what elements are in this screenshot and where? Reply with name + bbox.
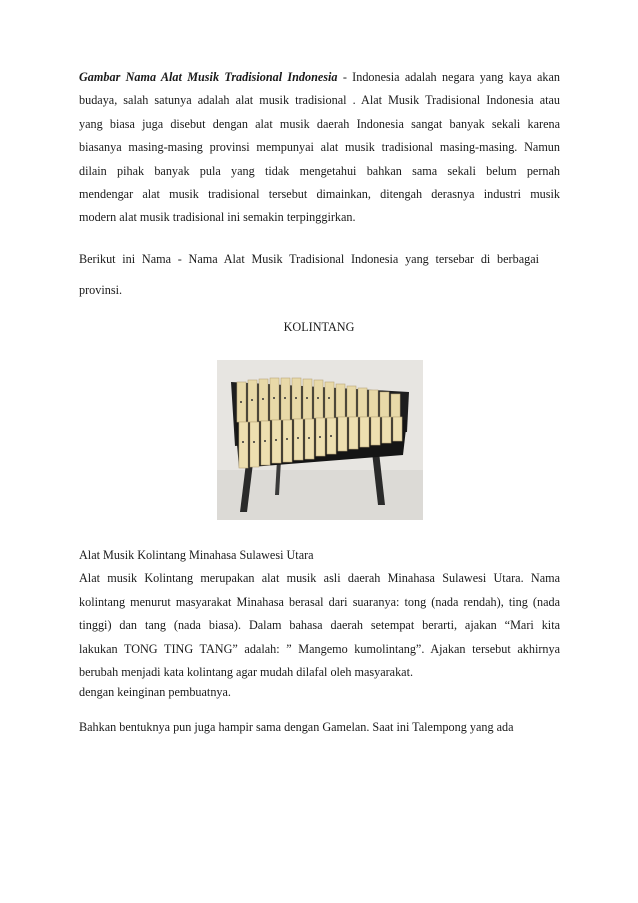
section-title: KOLINTANG — [283, 320, 355, 334]
intro-lead-title: Gambar Nama Alat Musik Tradisional Indonesia — [79, 70, 338, 84]
intro-line-2: budaya, salah satunya adalah alat musik tradisional . Alat Musik Tradisional Indonesia atau — [79, 93, 560, 108]
list-intro-line-2: provinsi. — [79, 283, 122, 298]
kolintang-line-6: dengan keinginan pembuatnya. — [79, 685, 231, 700]
intro-line-4: biasanya masing-masing provinsi mempunyai alat musik tradisional masing-masing. Namun — [79, 140, 560, 155]
kolintang-line-2: kolintang menurut masyarakat Minahasa berasal dari suaranya: tong (nada rendah), ting (nada — [79, 594, 560, 609]
intro-line-3: yang biasa juga disebut dengan alat musik daerah Indonesia sangat banyak sekali karena — [79, 116, 560, 131]
closing-line: Bahkan bentuknya pun juga hampir sama dengan Gamelan. Saat ini Talempong yang ada — [79, 720, 514, 734]
kolintang-instrument-photo-icon — [217, 360, 423, 520]
intro-line-6: mendengar alat musik tradisional tersebut dimainkan, ditengah derasnya industri musik — [79, 187, 560, 202]
list-intro-paragraph — [79, 248, 560, 303]
kolintang-line-5: berubah menjadi kata kolintang agar mudah dilafal oleh masyarakat. — [79, 665, 414, 680]
kolintang-line-4: lakukan TONG TING TANG” adalah: ” Mangemo kumolintang”. Ajakan tersebut akhirnya — [79, 641, 560, 656]
intro-line-1: Gambar Nama Alat Musik Tradisional Indonesia - Indonesia adalah negara yang kaya akan — [79, 70, 561, 84]
intro-paragraph — [79, 66, 560, 230]
kolintang-heading: Alat Musik Kolintang Minahasa Sulawesi Utara — [79, 548, 314, 562]
list-intro-line-1: Berikut ini Nama - Nama Alat Musik Tradisional Indonesia yang tersebar di berbagai — [79, 252, 539, 266]
kolintang-line-1: Alat musik Kolintang merupakan alat musik asli daerah Minahasa Sulawesi Utara. Nama — [79, 571, 560, 586]
kolintang-paragraph — [79, 544, 560, 700]
kolintang-photo — [217, 360, 423, 520]
intro-line-5: dilain pihak banyak pula yang tidak mengetahui bahkan sama sekali belum pernah — [79, 163, 560, 178]
kolintang-line-3: tinggi) dan tang (nada biasa). Dalam bahasa daerah setempat berarti, ajakan “Mari kita — [79, 618, 560, 633]
intro-line-7: modern alat musik tradisional ini semakin terpinggirkan. — [79, 210, 356, 225]
closing-paragraph — [79, 716, 560, 739]
